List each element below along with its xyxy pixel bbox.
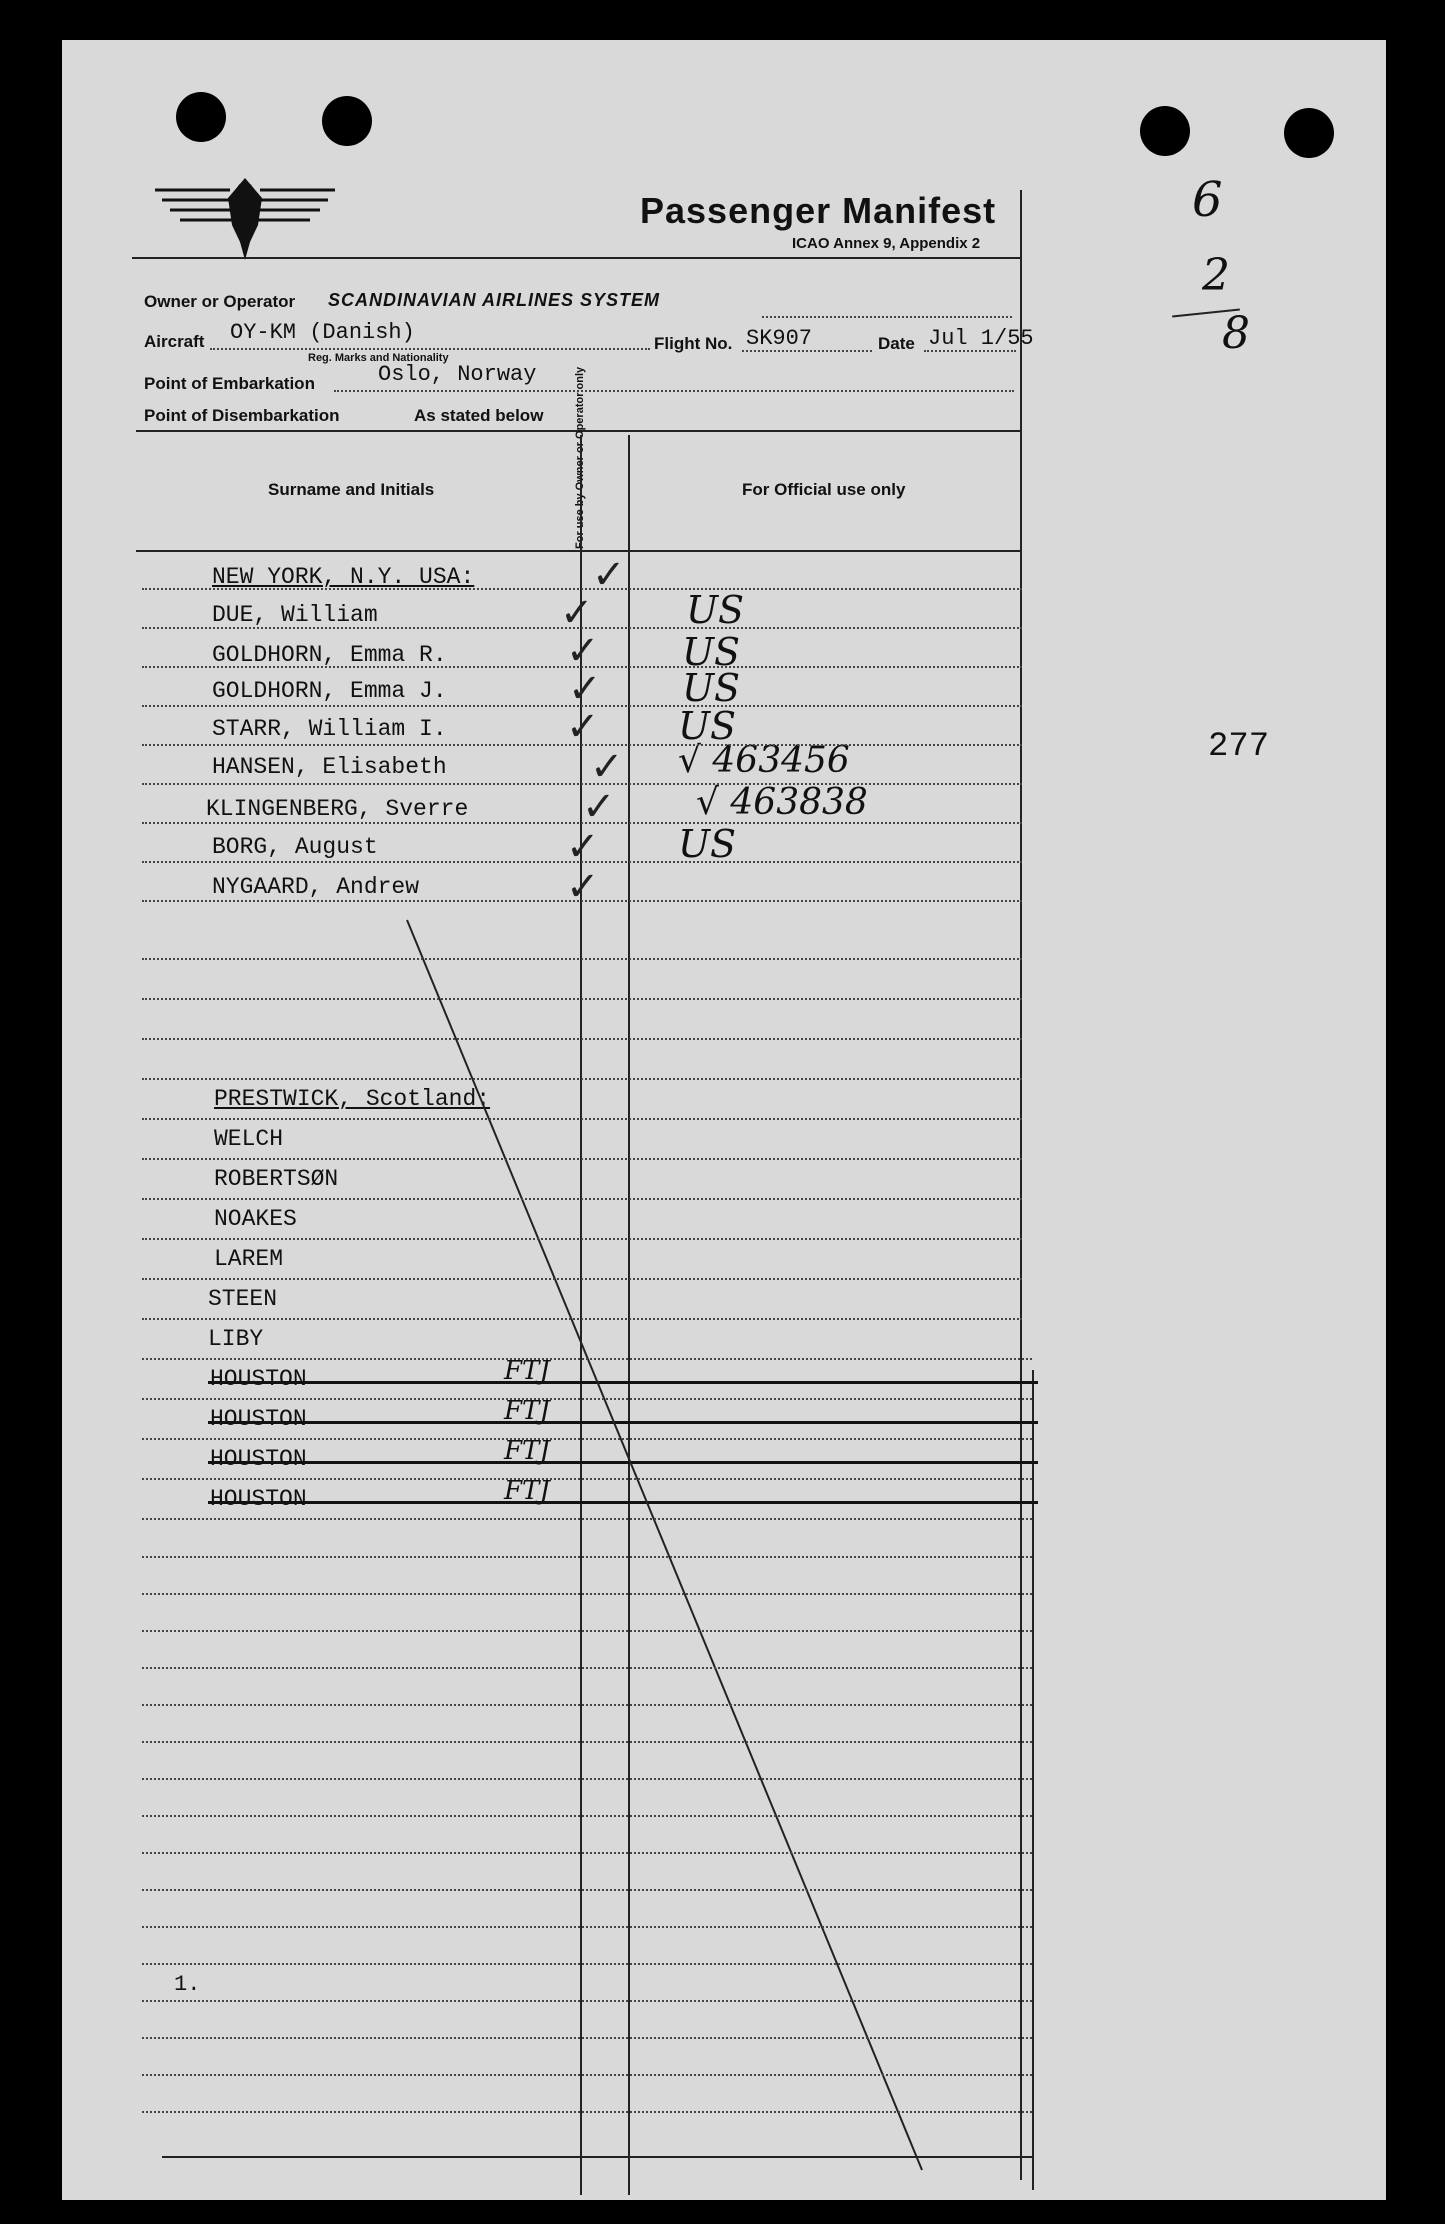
aircraft-label: Aircraft — [144, 332, 205, 351]
owner-label: Owner or Operator — [144, 292, 296, 311]
ruled-line — [142, 1398, 1032, 1400]
ruled-line — [142, 2000, 1032, 2002]
manifest-title: Passenger Manifest — [640, 190, 997, 231]
passenger-name: BORG, August — [212, 834, 378, 860]
ruled-line — [142, 1926, 1032, 1928]
ruled-line — [142, 998, 1022, 1000]
check-mark-icon: ✓ — [590, 745, 624, 789]
passenger-name: GOLDHORN, Emma J. — [212, 678, 447, 704]
ruled-line — [142, 1318, 1022, 1320]
struck-passenger-name: HOUSTON — [210, 1446, 307, 1472]
ruled-line — [142, 1358, 1032, 1360]
ruled-line — [142, 1198, 1022, 1200]
passenger-name: ROBERTSØN — [214, 1166, 339, 1192]
column-header-name: Surname and Initials — [268, 480, 435, 499]
page-fraction-numerator: 2 — [1202, 250, 1230, 301]
ruled-line — [142, 822, 1022, 824]
check-mark-icon: ✓ — [566, 865, 600, 909]
ruled-line — [142, 1438, 1032, 1440]
owner-value: SCANDINAVIAN AIRLINES SYSTEM — [328, 290, 661, 310]
aircraft-value: OY-KM (Danish) — [230, 320, 415, 345]
ruled-line — [142, 705, 1022, 707]
check-mark-icon: ✓ — [566, 825, 600, 869]
ruled-line — [142, 1741, 1032, 1743]
ruled-line — [142, 1704, 1032, 1706]
ruled-line — [142, 2037, 1032, 2039]
struck-note: FTJ — [504, 1476, 550, 1506]
ruled-line — [142, 744, 1022, 746]
passenger-name: HANSEN, Elisabeth — [212, 754, 447, 780]
official-note: US — [678, 822, 737, 866]
check-mark-icon: ✓ — [568, 667, 602, 711]
ruled-line — [142, 1518, 1032, 1520]
check-mark-icon: ✓ — [592, 553, 626, 597]
manifest-subtitle: ICAO Annex 9, Appendix 2 — [792, 235, 981, 252]
struck-passenger-name: HOUSTON — [210, 1406, 307, 1432]
official-note: √ 463838 — [696, 782, 868, 823]
passenger-name: NYGAARD, Andrew — [212, 874, 420, 900]
ruled-line — [142, 1963, 1032, 1965]
disembarkation-value: As stated below — [414, 406, 544, 425]
official-note: US — [682, 666, 741, 710]
ruled-line — [142, 1078, 1022, 1080]
check-mark-icon: ✓ — [566, 629, 600, 673]
struck-note: FTJ — [504, 1396, 550, 1426]
official-note: US — [678, 704, 737, 748]
ruled-line — [142, 627, 1022, 629]
official-note: US — [686, 588, 745, 632]
ruled-line — [142, 1478, 1032, 1480]
ruled-line — [142, 666, 1022, 668]
passenger-name: WELCH — [214, 1126, 284, 1152]
ruled-line — [142, 1238, 1022, 1240]
ruled-line — [142, 1278, 1022, 1280]
check-mark-icon: ✓ — [566, 705, 600, 749]
flight-label: Flight No. — [654, 334, 733, 353]
struck-note: FTJ — [504, 1436, 550, 1466]
passenger-name: GOLDHORN, Emma R. — [212, 642, 447, 668]
official-note: √ 463456 — [678, 740, 850, 781]
embarkation-value: Oslo, Norway — [378, 362, 537, 387]
ruled-line — [142, 1852, 1032, 1854]
page-fraction-top: 6 — [1192, 172, 1223, 228]
ruled-line — [142, 2074, 1032, 2076]
column-header-owner-use: For use by Owner or Operator only — [574, 366, 586, 549]
passenger-name: NOAKES — [214, 1206, 297, 1232]
ruled-line — [142, 1630, 1032, 1632]
manifest-sheet — [62, 40, 1386, 2200]
ruled-line — [142, 1778, 1032, 1780]
ruled-line — [142, 1118, 1022, 1120]
flight-value: SK907 — [746, 326, 813, 351]
ruled-line — [142, 2111, 1032, 2113]
footer-mark: 1. — [174, 1972, 201, 1997]
struck-note: FTJ — [504, 1356, 550, 1386]
passenger-name: LAREM — [214, 1246, 284, 1272]
date-label: Date — [878, 334, 915, 353]
passenger-name: KLINGENBERG, Sverre — [206, 796, 469, 822]
passenger-name: DUE, William — [212, 602, 378, 628]
ruled-line — [142, 1593, 1032, 1595]
ruled-line — [142, 1667, 1032, 1669]
ruled-line — [142, 1889, 1032, 1891]
passenger-name: STARR, William I. — [212, 716, 447, 742]
ruled-line — [142, 783, 1022, 785]
ruled-line — [142, 1815, 1032, 1817]
ruled-line — [142, 1038, 1022, 1040]
passenger-name: STEEN — [208, 1286, 278, 1312]
cancellation-line — [62, 40, 1386, 2200]
group-heading-new-york: NEW YORK, N.Y. USA: — [212, 564, 475, 590]
date-value: Jul 1/55 — [928, 326, 1034, 351]
struck-passenger-name: HOUSTON — [210, 1486, 307, 1512]
official-note: US — [682, 630, 741, 674]
struck-passenger-name: HOUSTON — [210, 1366, 307, 1392]
check-mark-icon: ✓ — [582, 785, 616, 829]
ruled-line — [142, 1158, 1022, 1160]
ruled-line — [142, 588, 1022, 590]
ruled-line — [142, 861, 1022, 863]
reg-marks-label: Reg. Marks and Nationality — [308, 352, 449, 364]
group-heading-prestwick: PRESTWICK, Scotland: — [214, 1086, 491, 1112]
ruled-line — [142, 900, 1022, 902]
disembarkation-label: Point of Disembarkation — [144, 406, 340, 425]
passenger-name: LIBY — [208, 1326, 264, 1352]
page-fraction-denominator: 8 — [1222, 308, 1250, 359]
side-page-number: 277 — [1208, 728, 1270, 766]
ruled-line — [142, 1556, 1032, 1558]
ruled-line — [142, 958, 1022, 960]
column-header-official: For Official use only — [742, 480, 906, 499]
check-mark-icon: ✓ — [560, 591, 594, 635]
embarkation-label: Point of Embarkation — [144, 374, 315, 393]
